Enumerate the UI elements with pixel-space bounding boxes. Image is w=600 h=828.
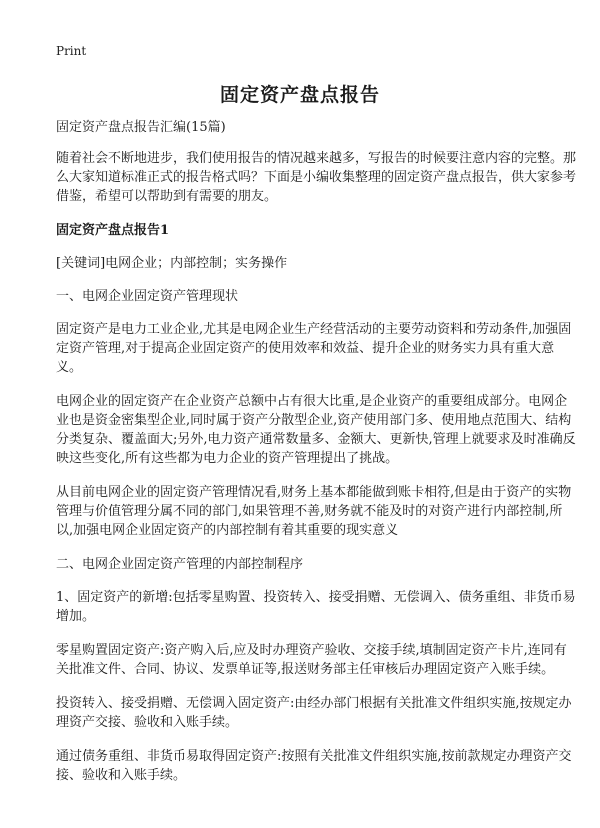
paragraph-five: 投资转入、接受捐赠、无偿调入固定资产:由经办部门根据有关批准文件组织实施,按规定办理资产交接、验收和入账手续。: [56, 696, 572, 730]
document-subtitle: 固定资产盘点报告汇编(15篇): [56, 120, 226, 135]
document-body: [56, 118, 576, 800]
paragraph-four: 零星购置固定资产:资产购入后,应及时办理资产验收、交接手续,填制固定资产卡片,连同有关批准文件、合同、协议、发票单证等,报送财务部主任审核后办理固定资产入账手续。: [56, 643, 567, 677]
paragraph-two: 电网企业的固定资产在企业资产总额中占有很大比重,是企业资产的重要组成部分。电网企业也是资金密集型企业,同时属于资产分散型企业,资产使用部门多、使用地点范围大、结构分类复杂、覆盖面大;另外,电力资产通常数量多、金额大、更新快,管理上就要求及时准确反映这些变化,所有这些都为电力企业的资产管理提出了挑战。: [56, 394, 576, 466]
paragraph-one: 固定资产是电力工业企业,尤其是电网企业生产经营活动的主要劳动资料和劳动条件,加强固定资产管理,对于提高企业固定资产的使用效率和效益、提升企业的财务实力具有重大意义。: [56, 322, 572, 375]
intro-paragraph: 随着社会不断地进步，我们使用报告的情况越来越多，写报告的时候要注意内容的完整。那么大家知道标准正式的报告格式吗？下面是小编收集整理的固定资产盘点报告，供大家参考借鉴，希望可以帮助到有需要的朋友。: [56, 151, 577, 204]
page-title: 固定资产盘点报告: [219, 84, 380, 106]
heading-one: 一、电网企业固定资产管理现状: [56, 289, 239, 304]
keywords-line: [关键词]电网企业；内部控制；实务操作: [56, 256, 288, 271]
heading-two: 二、电网企业固定资产管理的内部控制程序: [56, 557, 304, 572]
list-item-one: 1、固定资产的新增:包括零星购置、投资转入、接受捐赠、无偿调入、债务重组、非货币易增加。: [56, 590, 576, 624]
paragraph-three: 从目前电网企业的固定资产管理情况看,财务上基本都能做到账卡相符,但是由于资产的实物管理与价值管理分属不同的部门,如果管理不善,财务就不能及时的对资产进行内部控制,所以,加强电网企业固定资产的内部控制有着其重要的现实意义: [56, 485, 572, 538]
print-link[interactable]: Print: [56, 44, 87, 58]
section-heading: 固定资产盘点报告1: [56, 223, 170, 238]
paragraph-six: 通过债务重组、非货币易取得固定资产:按照有关批准文件组织实施,按前款规定办理资产交接、验收和入账手续。: [56, 749, 572, 783]
